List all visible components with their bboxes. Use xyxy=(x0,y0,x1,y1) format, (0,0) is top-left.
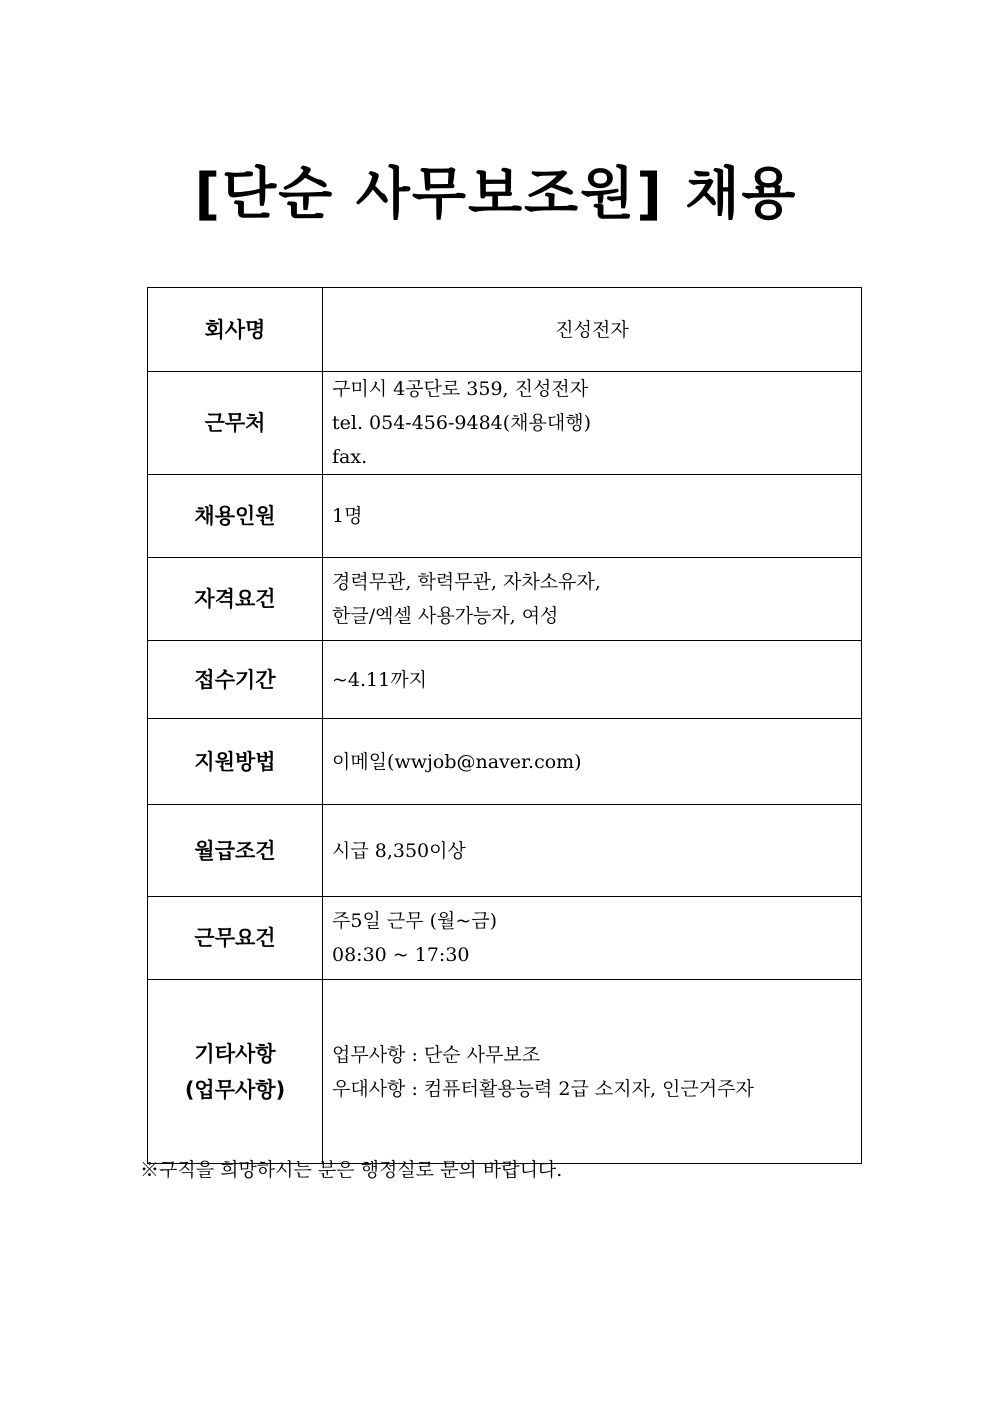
qualifications-line-2: 한글/엑셀 사용가능자, 여성 xyxy=(332,605,559,627)
label-application-period xyxy=(148,641,323,719)
table-row-headcount xyxy=(148,475,862,558)
value-company xyxy=(323,288,862,372)
label-company xyxy=(148,288,323,372)
table-row-application-period xyxy=(148,641,862,719)
value-other xyxy=(323,980,862,1164)
label-company-text: 회사명 xyxy=(204,317,266,342)
label-qualifications-text: 자격요건 xyxy=(194,587,276,611)
headcount-text: 1명 xyxy=(332,505,363,527)
workplace-fax: fax. xyxy=(332,446,368,468)
value-application-method xyxy=(323,719,862,805)
table-row-work-conditions xyxy=(148,897,862,980)
table-row-salary xyxy=(148,805,862,897)
value-headcount xyxy=(323,475,862,558)
qualifications-line-1: 경력무관, 학력무관, 자차소유자, xyxy=(332,571,601,593)
table-row-workplace xyxy=(148,372,862,475)
duties-text: 업무사항 : 단순 사무보조 xyxy=(332,1043,541,1066)
table-row-qualifications xyxy=(148,558,862,641)
value-qualifications xyxy=(323,558,862,641)
work-days: 주5일 근무 (월~금) xyxy=(332,910,498,932)
label-workplace xyxy=(148,372,323,475)
workplace-address: 구미시 4공단로 359, 진성전자 xyxy=(332,378,589,400)
label-salary-text: 월급조건 xyxy=(194,838,276,863)
label-headcount xyxy=(148,475,323,558)
table-row-application-method xyxy=(148,719,862,805)
label-application-period-text: 접수기간 xyxy=(194,667,276,692)
value-workplace xyxy=(323,372,862,475)
label-headcount-text: 채용인원 xyxy=(194,504,276,528)
value-salary xyxy=(323,805,862,897)
workplace-phone: tel. 054-456-9484(채용대행) xyxy=(332,412,592,434)
label-other xyxy=(148,980,323,1164)
label-workplace-text: 근무처 xyxy=(204,411,266,435)
page-title: [단순 사무보조원] 채용 xyxy=(194,162,798,227)
application-method-text: 이메일(wwjob@naver.com) xyxy=(332,750,582,773)
table-row-other xyxy=(148,980,862,1164)
salary-text: 시급 8,350이상 xyxy=(332,839,466,862)
label-application-method xyxy=(148,719,323,805)
table-row-company xyxy=(148,288,862,372)
value-application-period xyxy=(323,641,862,719)
label-qualifications xyxy=(148,558,323,641)
application-period-text: ~4.11까지 xyxy=(332,668,427,691)
value-work-conditions xyxy=(323,897,862,980)
footnote: ※구직을 희망하시는 분은 행정실로 문의 바랍니다. xyxy=(140,1159,563,1181)
label-application-method-text: 지원방법 xyxy=(194,749,276,774)
job-info-table xyxy=(147,287,862,1164)
preferences-text: 우대사항 : 컴퓨터활용능력 2급 소지자, 인근거주자 xyxy=(332,1077,754,1100)
label-other-text: 기타사항 xyxy=(194,1041,276,1066)
label-work-conditions-text: 근무요건 xyxy=(194,926,276,950)
work-hours: 08:30 ~ 17:30 xyxy=(332,944,470,966)
label-work-conditions xyxy=(148,897,323,980)
company-name: 진성전자 xyxy=(555,318,629,341)
label-other-subtext: (업무사항) xyxy=(184,1077,286,1102)
label-salary xyxy=(148,805,323,897)
